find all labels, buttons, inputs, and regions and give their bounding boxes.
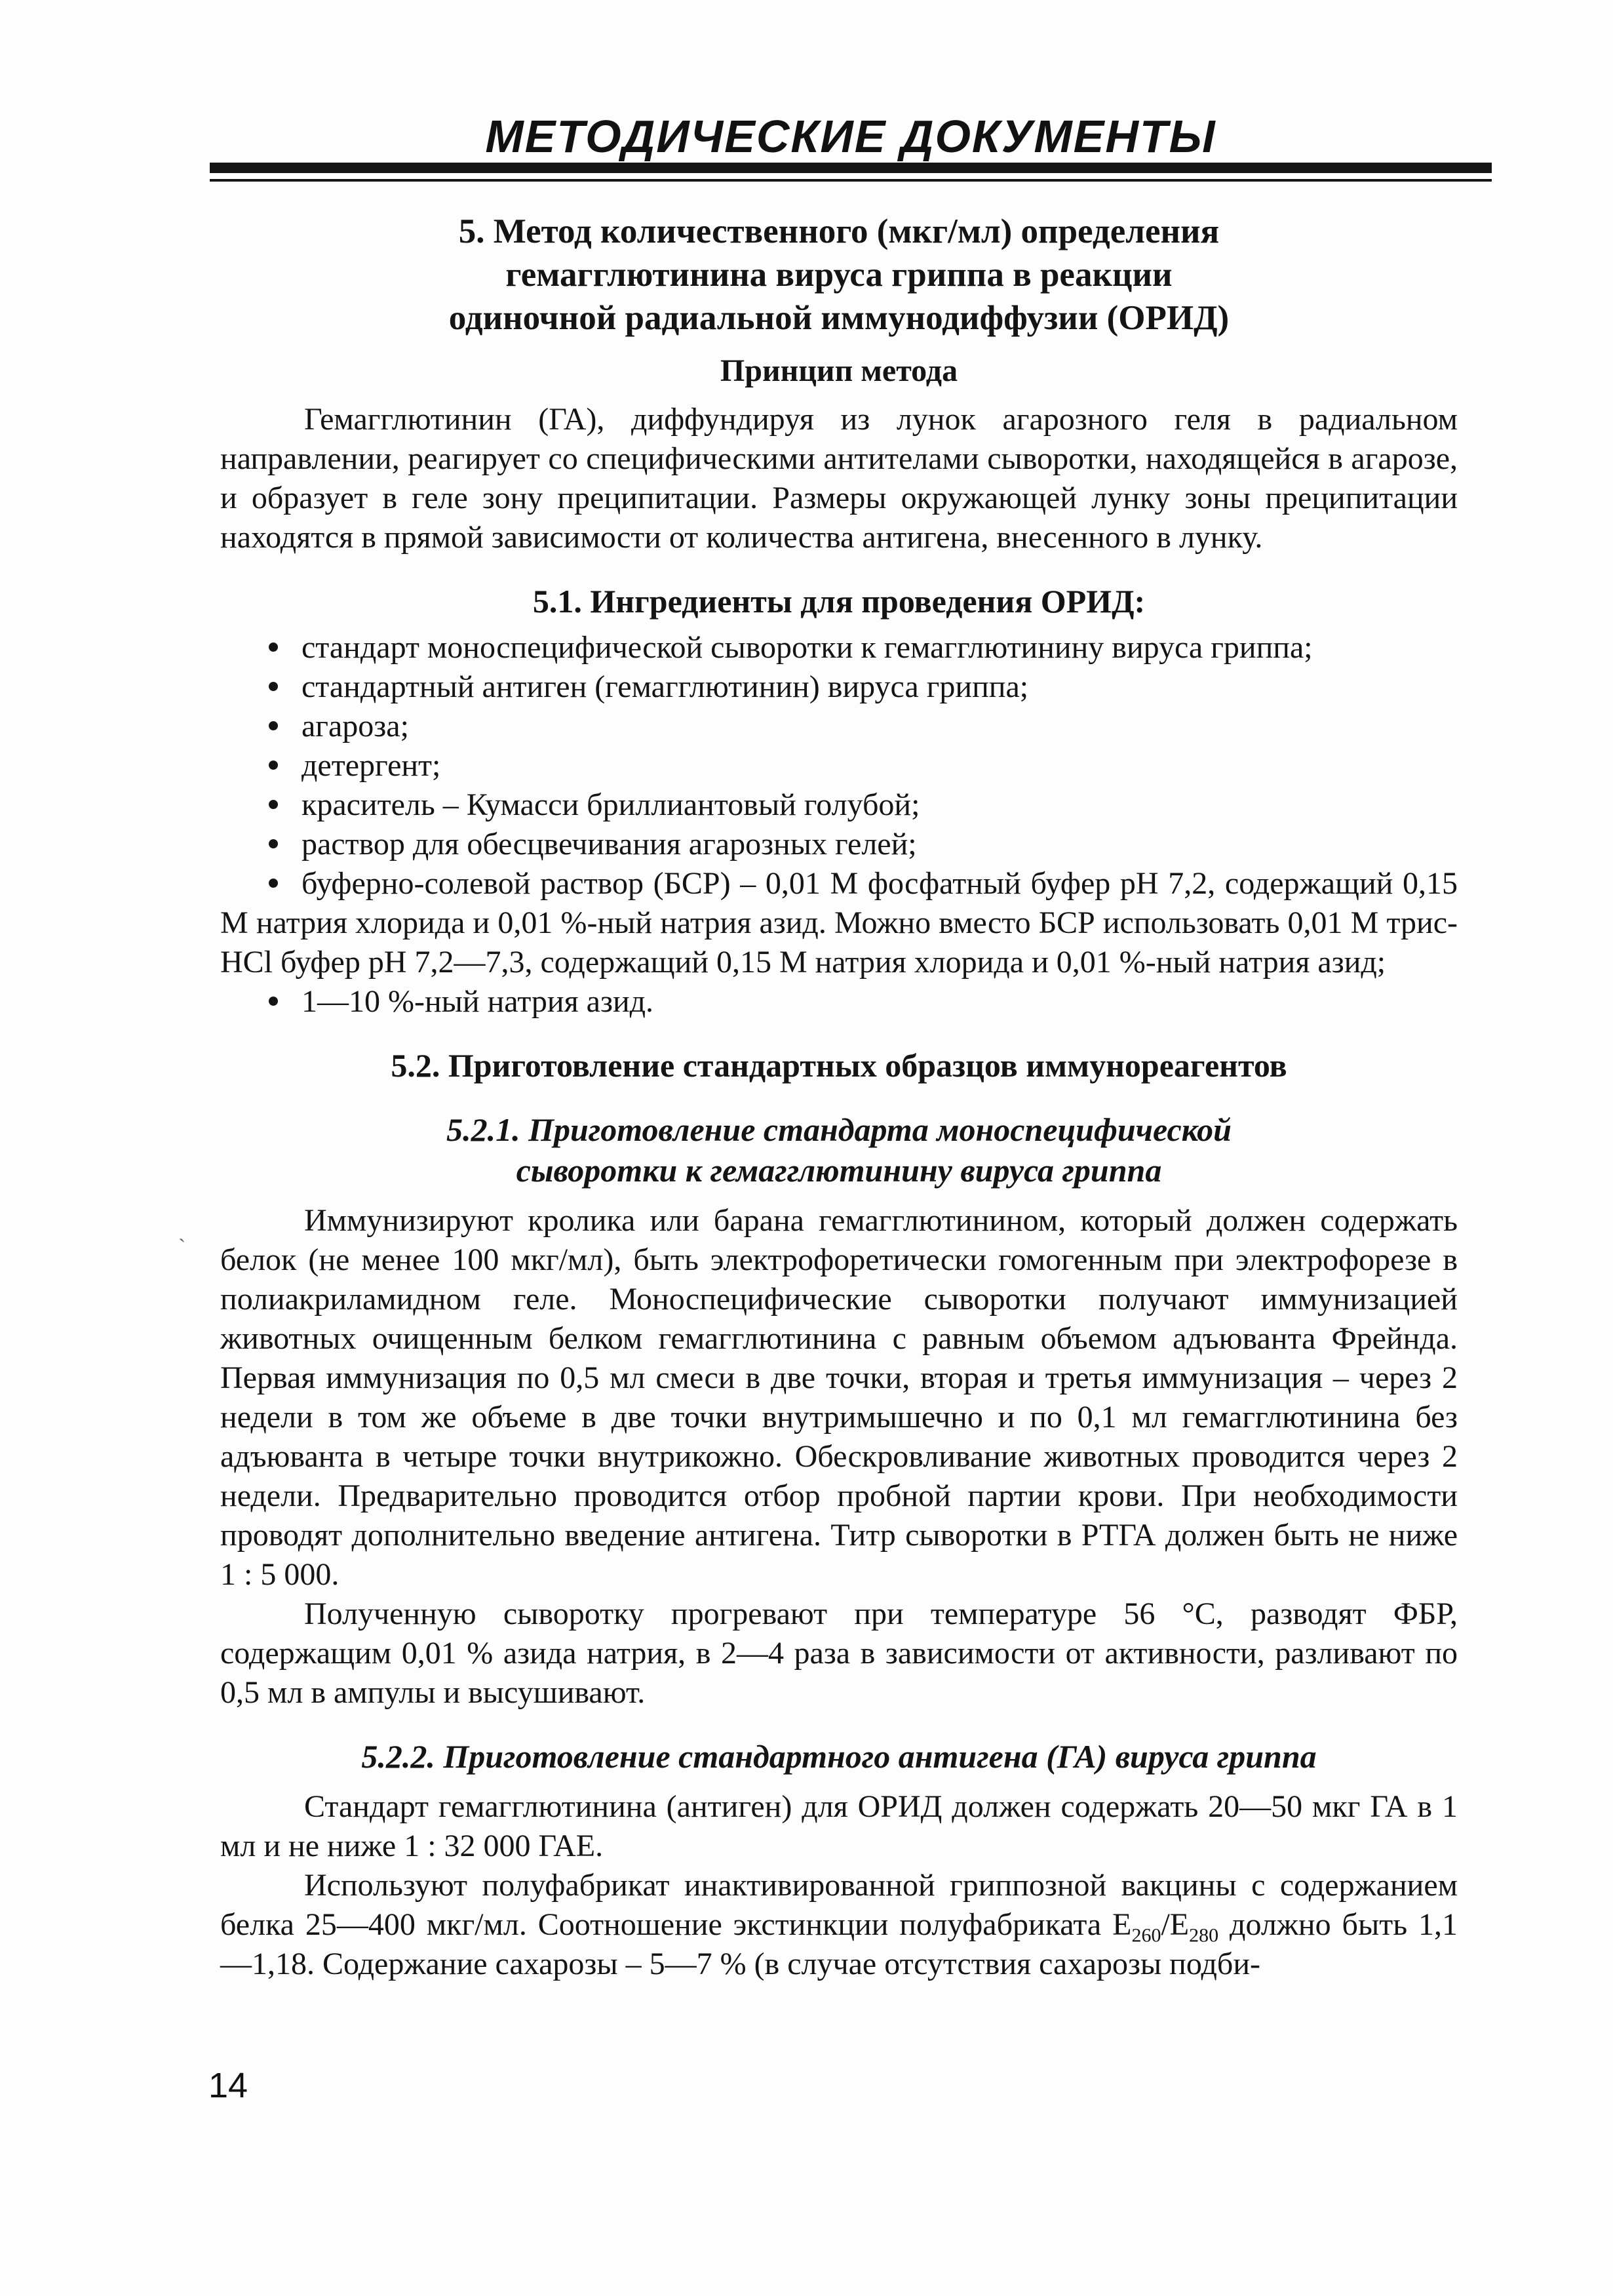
list-item: агароза; [220, 707, 1458, 746]
section-5-2-1-title [220, 1109, 1458, 1191]
antigen-paragraph: Стандарт гемагглютинина (антиген) для ОРИД должен содержать 20—50 мкг ГА в 1 мл и не ниже 1 : 32 000 ГАЕ. [220, 1789, 1458, 1863]
bullet-icon [269, 761, 278, 770]
section-5-title-line: гемагглютинина вируса гриппа в реакции [505, 256, 1173, 294]
ingredients-list [220, 628, 1458, 1021]
antigen-paragraph: Используют полуфабрикат инактивированной гриппозной вакцины с содержанием белка 25—400 мкг/мл. Соотношение экстинкции полуфабриката $Е_{260}/Е_{280}$ должно быть 1,1—1,18. Содержание сахарозы – 5—7 % (в случае отсутствия сахарозы подби- [220, 1868, 1458, 1981]
page-content [220, 210, 1458, 1984]
header-rule-thick [210, 163, 1492, 173]
list-item: краситель – Кумасси бриллиантовый голубой; [220, 785, 1458, 825]
principle-paragraph: Гемагглютинин (ГА), диффундируя из лунок агарозного геля в радиальном направлении, реагирует со специфическими антителами сыворотки, находящейся в агарозе, и образует в геле зону преципитации. Размеры окружающей лунку зоны преципитации находятся в прямой зависимости от количества антигена, внесенного в лунку. [220, 402, 1458, 555]
bullet-icon [269, 643, 278, 652]
section-5-1-heading: 5.1. Ингредиенты для проведения ОРИД: [532, 583, 1146, 620]
bullet-icon [269, 997, 278, 1006]
list-item: стандартный антиген (гемагглютинин) вируса гриппа; [220, 667, 1458, 707]
section-5-title-line: одиночной радиальной иммунодиффузии (ОРИД) [448, 299, 1230, 337]
list-item: буферно-солевой раствор (БСР) – 0,01 М фосфатный буфер рН 7,2, содержащий 0,15 М натрия хлорида и 0,01 %-ный натрия азид. Можно вместо БСР использовать 0,01 М трис-HCl буфер рН 7,2—7,3, содержащий 0,15 М натрия хлорида и 0,01 %-ный натрия азид; [220, 866, 1458, 980]
section-5-2-heading: 5.2. Приготовление стандартных образцов иммунореагентов [391, 1047, 1287, 1084]
serum-paragraph: Иммунизируют кролика или барана гемагглютинином, который должен содержать белок (не менее 100 мкг/мл), быть электрофоретически гомогенным при электрофорезе в полиакриламидном геле. Моноспецифические сыворотки получают иммунизацией животных очищенным белком гемагглютинина с равным объемом адъюванта Фрейнда. Первая иммунизация по 0,5 мл смеси в две точки, вторая и третья иммунизация – через 2 недели в том же объеме в две точки внутримышечно и по 0,1 мл гемагглютинина без адъюванта в четыре точки внутрикожно. Обескровливание животных проводится через 2 недели. Предварительно проводится отбор пробной партии крови. При необходимости проводят дополнительно введение антигена. Титр сыворотки в РТГА должен быть не ниже 1 : 5 000. [220, 1203, 1458, 1592]
section-5-2-1-title-line: сыворотки к гемагглютинину вируса гриппа [516, 1152, 1162, 1189]
principle-heading: Принцип метода [720, 353, 958, 388]
bullet-icon [269, 879, 278, 888]
running-header: МЕТОДИЧЕСКИЕ ДОКУМЕНТЫ [485, 111, 1216, 162]
section-5-2-1-title-line: 5.2.1. Приготовление стандарта моноспецифической [446, 1111, 1232, 1148]
header-rule-thin [210, 179, 1492, 182]
bullet-icon [269, 839, 278, 848]
list-item: детергент; [220, 746, 1458, 785]
list-item: 1—10 %-ный натрия азид. [220, 982, 1458, 1021]
section-5-2-2-title: 5.2.2. Приготовление стандартного антигена (ГА) вируса гриппа [361, 1738, 1317, 1775]
bullet-icon [269, 682, 278, 691]
page-number: 14 [208, 2066, 248, 2105]
list-item: раствор для обесцвечивания агарозных гелей; [220, 825, 1458, 864]
bullet-icon [269, 721, 278, 730]
margin-mark: ˋ [178, 1235, 186, 1259]
bullet-icon [269, 800, 278, 809]
list-item: стандарт моноспецифической сыворотки к гемагглютинину вируса гриппа; [220, 628, 1458, 667]
section-5-title [220, 210, 1458, 340]
section-5-title-line: 5. Метод количественного (мкг/мл) определения [458, 212, 1220, 250]
serum-paragraph: Полученную сыворотку прогревают при температуре 56 °С, разводят ФБР, содержащим 0,01 % азида натрия, в 2—4 раза в зависимости от активности, разливают по 0,5 мл в ампулы и высушивают. [220, 1596, 1458, 1710]
